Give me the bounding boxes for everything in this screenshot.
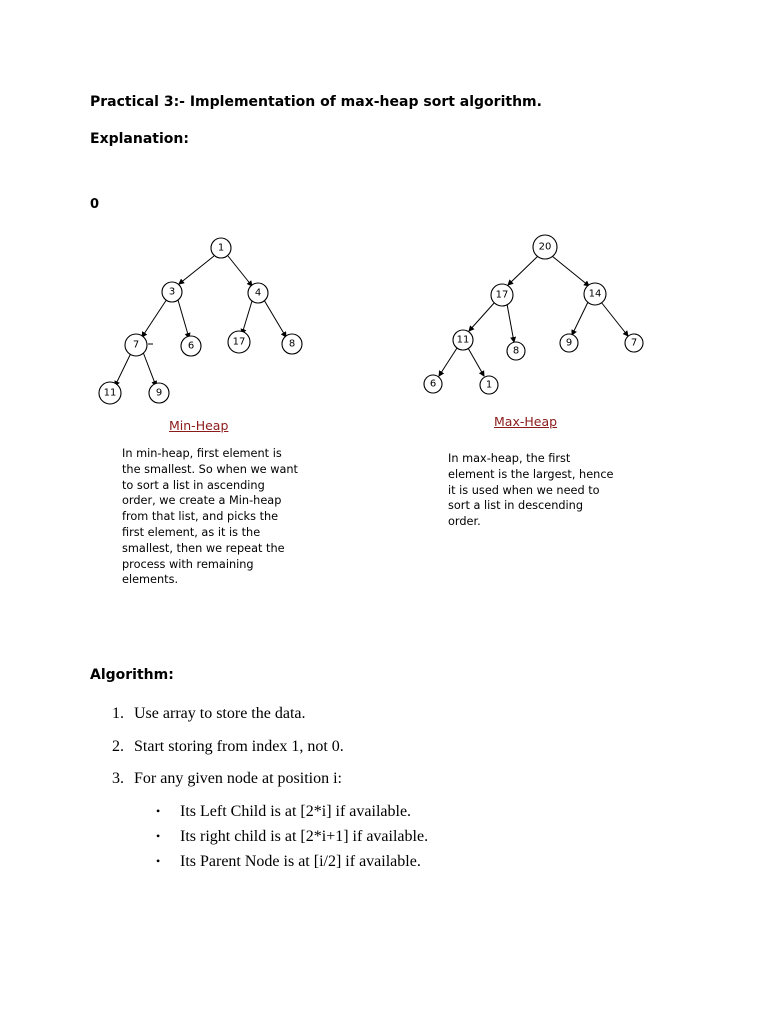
algorithm-bullet [156, 828, 429, 846]
max-heap-node [584, 283, 606, 305]
algorithm-step [112, 705, 305, 723]
algorithm-bullet [156, 853, 421, 871]
step-text: Start storing from index 1, not 0. [134, 738, 344, 755]
svg-text:9: 9 [155, 387, 163, 399]
step-text: Use array to store the data. [134, 705, 306, 722]
svg-text:1: 1 [485, 379, 493, 391]
max-heap-node [625, 334, 643, 352]
svg-text:6: 6 [187, 340, 195, 352]
algorithm-step [112, 738, 344, 756]
min-heap-node [282, 334, 302, 354]
max-heap-node [453, 330, 473, 350]
svg-text:3: 3 [168, 286, 176, 298]
description-line: order. [448, 515, 481, 529]
svg-text:20: 20 [538, 241, 552, 253]
step-text: For any given node at position i: [134, 770, 342, 787]
step-number: 3. [112, 770, 124, 787]
page-title: Practical 3:- Implementation of max-heap sort algorithm. [90, 94, 542, 110]
description-line: In min-heap, first element is [122, 447, 282, 460]
svg-text:17: 17 [495, 289, 509, 301]
max-heap-node [480, 376, 498, 394]
max-heap-edges [439, 256, 628, 376]
bullet-dot: • [156, 854, 161, 868]
svg-text:4: 4 [254, 287, 262, 299]
step-number: 2. [112, 738, 124, 755]
svg-text:8: 8 [512, 345, 520, 357]
svg-text:17: 17 [232, 336, 246, 348]
description-line: In max-heap, the first [448, 452, 571, 465]
description-line: process with remaining [122, 557, 254, 571]
heap-diagrams [0, 0, 768, 440]
description-line: first element, as it is the [122, 525, 261, 539]
bullet-dot: • [156, 829, 161, 843]
svg-text:6: 6 [429, 378, 437, 390]
algorithm-heading: Algorithm: [90, 667, 174, 683]
bullet-text: Its right child is at [2*i+1] if available. [180, 828, 429, 845]
min-heap-node [248, 283, 268, 303]
description-line: order, we create a Min-heap [122, 494, 282, 508]
max-heap-label: Max-Heap [494, 414, 558, 429]
max-heap-node [560, 334, 578, 352]
min-heap-edges [115, 256, 286, 386]
min-heap-node [125, 334, 147, 356]
description-line: elements. [122, 573, 179, 587]
bullet-text: Its Parent Node is at [i/2] if available. [180, 853, 421, 870]
description-line: the smallest. So when we want [122, 462, 298, 476]
description-line: to sort a list in ascending [122, 478, 265, 492]
svg-text:9: 9 [565, 337, 573, 349]
bullet-text: Its Left Child is at [2*i] if available. [180, 803, 412, 820]
min-heap-node [228, 331, 250, 353]
max-heap-description [448, 451, 613, 530]
max-heap-node [507, 342, 525, 360]
step-number: 1. [112, 705, 124, 722]
explanation-heading: Explanation: [90, 131, 189, 147]
svg-text:14: 14 [588, 288, 602, 300]
algorithm-step [112, 770, 342, 788]
svg-text:11: 11 [103, 387, 117, 399]
min-heap-node [181, 336, 201, 356]
max-heap-node [424, 375, 442, 393]
min-heap-description [122, 446, 298, 588]
description-line: from that list, and picks the [122, 510, 279, 524]
min-heap-node [99, 382, 121, 404]
description-line: smallest, then we repeat the [122, 541, 285, 555]
description-line: element is the largest, hence [448, 467, 614, 481]
description-line: it is used when we need to [448, 483, 600, 497]
svg-text:8: 8 [288, 338, 296, 350]
min-heap-node [149, 383, 169, 403]
min-heap-node [162, 282, 182, 302]
max-heap-node [491, 284, 513, 306]
svg-text:7: 7 [132, 339, 140, 351]
bullet-dot: • [156, 804, 161, 818]
svg-text:7: 7 [630, 337, 638, 349]
max-heap-node [533, 235, 557, 259]
svg-text:11: 11 [456, 334, 470, 346]
algorithm-bullet [156, 803, 412, 821]
stray-zero-text: 0 [90, 197, 100, 212]
description-line: sort a list in descending [448, 499, 584, 513]
min-heap-label: Min-Heap [169, 418, 229, 433]
min-heap-node [211, 238, 231, 258]
svg-text:1: 1 [217, 242, 225, 254]
